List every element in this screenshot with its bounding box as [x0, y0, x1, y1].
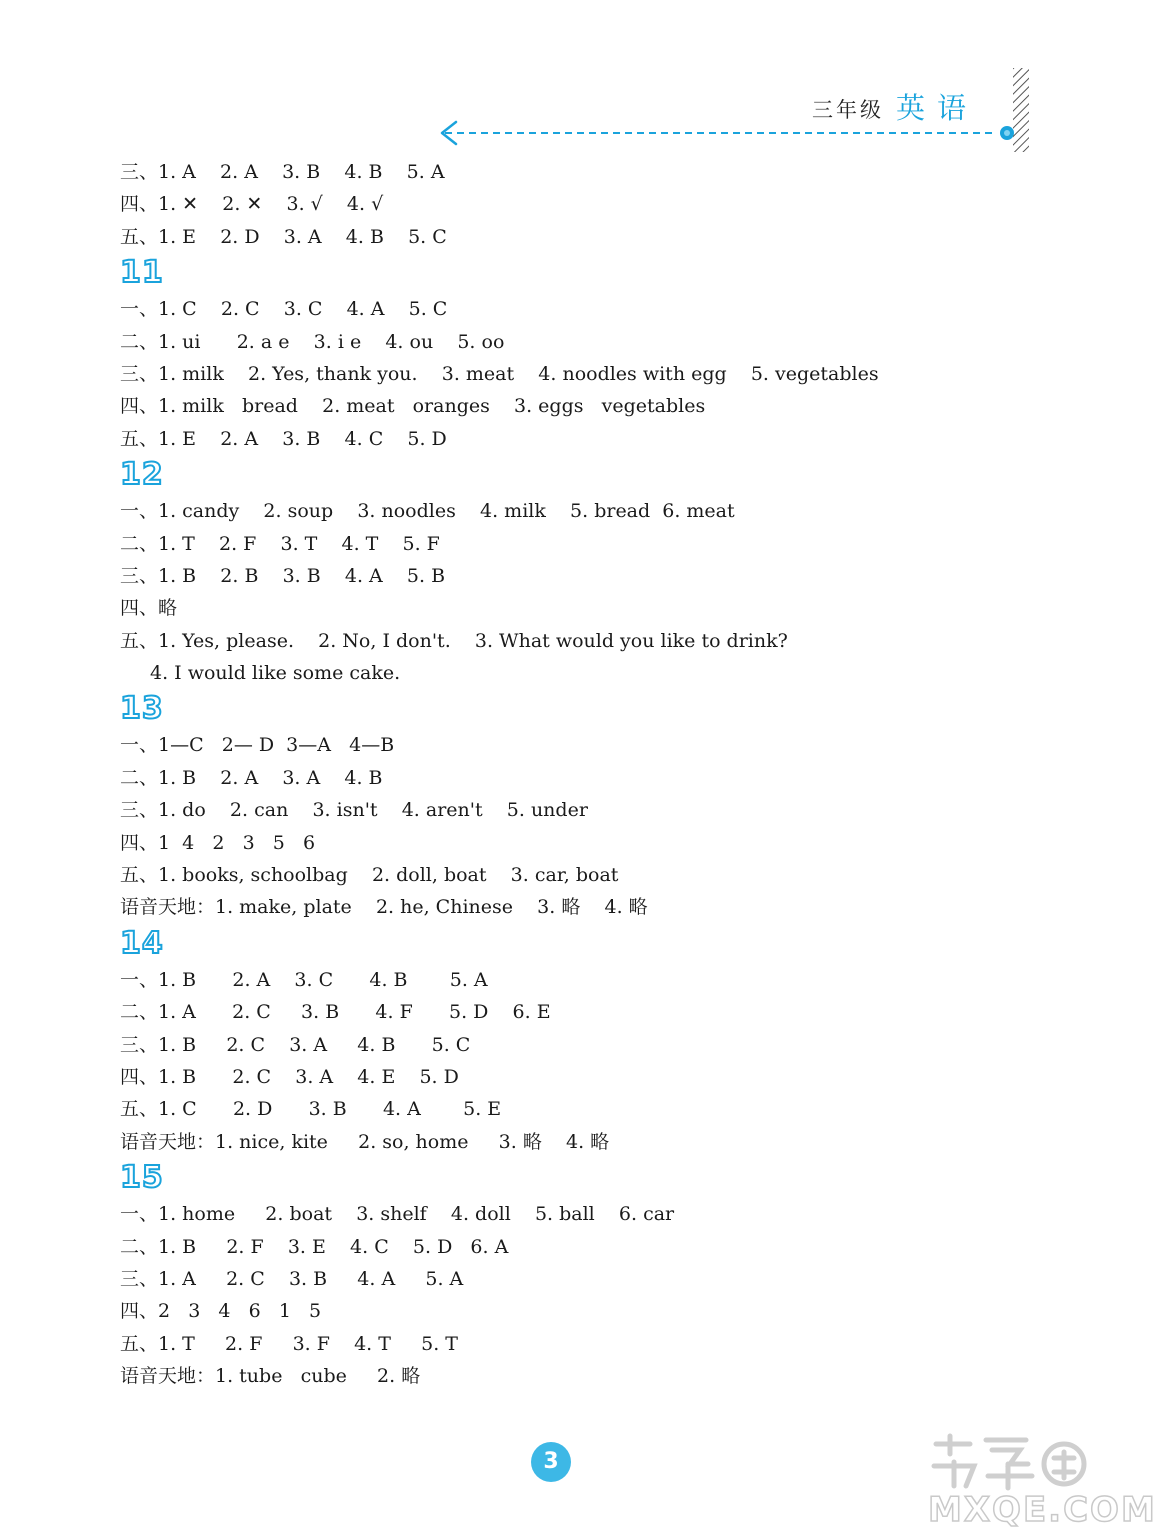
- answer-line: 一、1. C 2. C 3. C 4. A 5. C: [120, 298, 448, 321]
- answer-line: 五、1. Yes, please. 2. No, I don't. 3. What would you like to drink?: [120, 629, 788, 652]
- answer-line: 语音天地：1. tube cube 2. 略: [120, 1365, 421, 1388]
- answer-line: 四、1 4 2 3 5 6: [120, 831, 316, 854]
- answer-list: [120, 156, 1020, 1393]
- answer-line: 语音天地：1. make, plate 2. he, Chinese 3. 略 4. 略: [120, 896, 648, 919]
- answer-line: 四、1. ✕ 2. ✕ 3. √ 4. √: [120, 193, 384, 216]
- unit-heading: 15: [120, 1160, 164, 1196]
- answer-line: 五、1. E 2. A 3. B 4. C 5. D: [120, 427, 447, 450]
- answer-line: 四、略: [120, 597, 178, 620]
- unit-heading: 14: [120, 925, 164, 961]
- answer-line: 二、1. A 2. C 3. B 4. F 5. D 6. E: [120, 1001, 551, 1024]
- answer-line: 二、1. ui 2. a e 3. i e 4. ou 5. oo: [120, 330, 505, 353]
- answer-line: 一、1. home 2. boat 3. shelf 4. doll 5. ball 6. car: [120, 1203, 675, 1226]
- answer-line: 四、2 3 4 6 1 5: [120, 1300, 322, 1323]
- grade-label: 三年级: [812, 98, 884, 122]
- answer-line: 四、1. B 2. C 3. A 4. E 5. D: [120, 1065, 459, 1088]
- page-number: 3: [531, 1442, 571, 1482]
- answer-line: 一、1. candy 2. soup 3. noodles 4. milk 5. bread 6. meat: [120, 500, 735, 523]
- answer-line: 三、1. B 2. B 3. B 4. A 5. B: [120, 564, 446, 587]
- answer-line: 一、1. B 2. A 3. C 4. B 5. A: [120, 968, 488, 991]
- end-dot-icon: [1000, 126, 1014, 140]
- answer-line: 三、1. A 2. C 3. B 4. A 5. A: [120, 1267, 464, 1290]
- answer-line: 二、1. T 2. F 3. T 4. T 5. F: [120, 532, 440, 555]
- answer-line: 一、1—C 2— D 3—A 4—B: [120, 734, 395, 757]
- watermark-text: MXQE.COM: [928, 1490, 1157, 1530]
- answer-line: 4. I would like some cake.: [150, 662, 401, 685]
- unit-heading: 11: [120, 255, 164, 291]
- answer-line: 二、1. B 2. A 3. A 4. B: [120, 766, 383, 789]
- answer-line: 五、1. C 2. D 3. B 4. A 5. E: [120, 1098, 502, 1121]
- answer-line: 二、1. B 2. F 3. E 4. C 5. D 6. A: [120, 1235, 509, 1258]
- answer-line: 四、1. milk bread 2. meat oranges 3. eggs vegetables: [120, 395, 706, 418]
- answer-line: 三、1. milk 2. Yes, thank you. 3. meat 4. noodles with egg 5. vegetables: [120, 362, 879, 385]
- unit-heading: 12: [120, 457, 164, 493]
- answer-line: 五、1. E 2. D 3. A 4. B 5. C: [120, 225, 447, 248]
- answer-line: 三、1. do 2. can 3. isn't 4. aren't 5. under: [120, 799, 588, 822]
- answer-line: 语音天地：1. nice, kite 2. so, home 3. 略 4. 略: [120, 1130, 610, 1153]
- header-dashed-rule: [436, 118, 1022, 152]
- answer-line: 五、1. T 2. F 3. F 4. T 5. T: [120, 1332, 458, 1355]
- subject-label: 英语: [896, 91, 979, 125]
- watermark-logo-icon: [928, 1432, 1088, 1492]
- answer-line: 五、1. books, schoolbag 2. doll, boat 3. car, boat: [120, 864, 619, 887]
- corner-stripes: [1013, 68, 1029, 152]
- answer-line: 三、1. B 2. C 3. A 4. B 5. C: [120, 1033, 471, 1056]
- answer-line: 三、1. A 2. A 3. B 4. B 5. A: [120, 161, 445, 183]
- unit-heading: 13: [120, 691, 164, 727]
